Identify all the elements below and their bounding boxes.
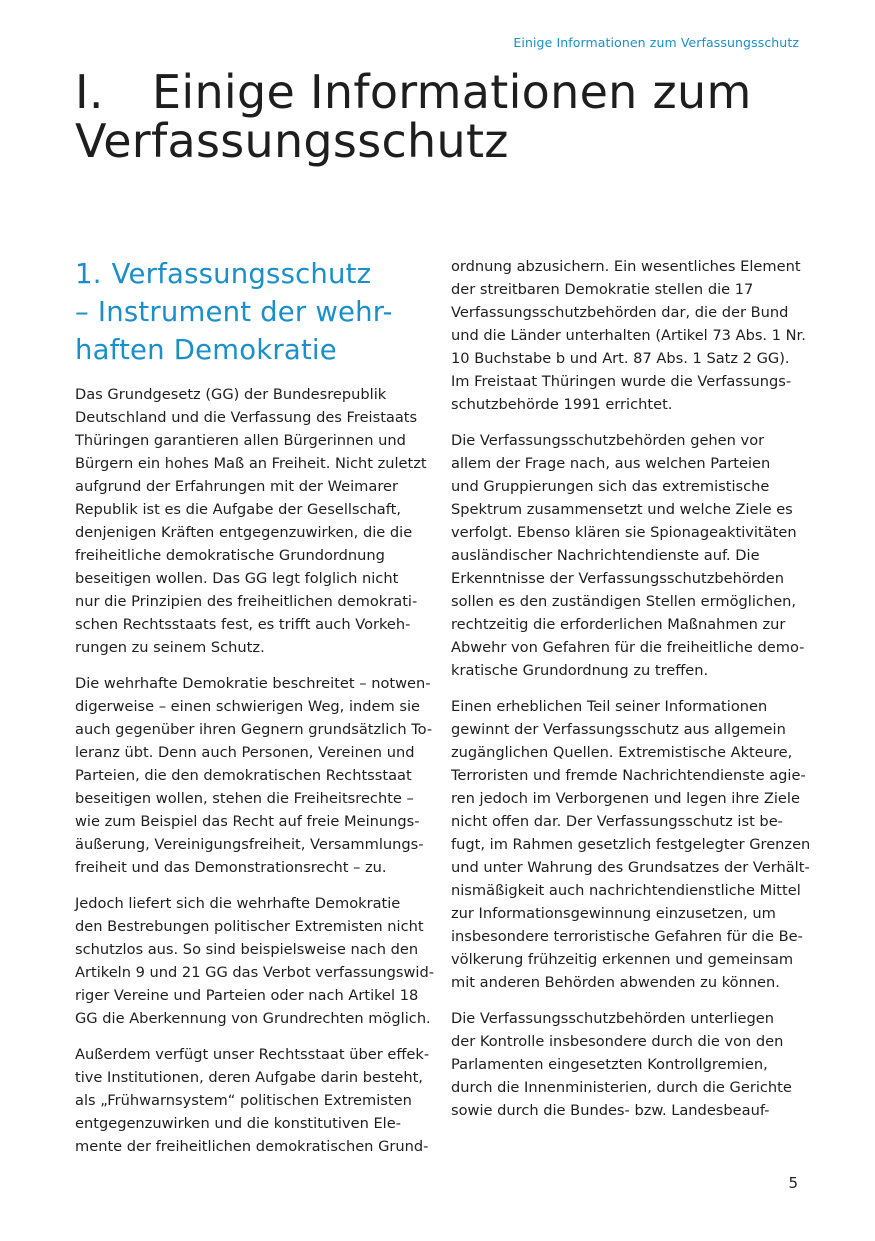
text-line: riger Vereine und Parteien oder nach Artikel 18 [75,987,419,1004]
text-line: nur die Prinzipien des freiheitlichen demokrati- [75,593,418,610]
text-line: Außerdem verfügt unser Rechtsstaat über effek- [75,1046,430,1063]
right-column-body [451,255,813,1122]
text-line: der Kontrolle insbesondere durch die von den [451,1033,784,1050]
text-line: nicht offen dar. Der Verfassungsschutz ist be- [451,813,783,830]
text-line: rechtzeitig die erforderlichen Maßnahmen zur [451,616,786,633]
text-line: fugt, im Rahmen gesetzlich festgelegter Grenzen [451,836,811,853]
text-line: Parlamenten eingesetzten Kontrollgremien, [451,1056,768,1073]
section-title-line-2: – Instrument der wehr- [75,296,393,328]
left-column-paragraph [75,1043,437,1158]
left-column-paragraph [75,672,437,879]
text-line: GG die Aberkennung von Grundrechten möglich. [75,1010,431,1027]
text-line: zugänglichen Quellen. Extremistische Akteure, [451,744,793,761]
right-column [451,255,813,1135]
text-line: zur Informationsgewinnung einzusetzen, um [451,905,776,922]
text-line: entgegenzuwirken und die konstitutiven Ele- [75,1115,401,1132]
text-line: nismäßigkeit auch nachrichtendienstliche Mittel [451,882,801,899]
chapter-title [75,65,815,168]
text-line: völkerung frühzeitig erkennen und gemeinsam [451,951,794,968]
right-column-paragraph [451,695,813,994]
text-line: gewinnt der Verfassungsschutz aus allgemein [451,721,786,738]
text-line: Terroristen und fremde Nachrichtendienste agie- [451,767,806,784]
text-line: digerweise – einen schwierigen Weg, indem sie [75,698,420,715]
section-title-line-1: Verfassungsschutz [111,258,372,290]
text-line: denjenigen Kräften entgegenzuwirken, die die [75,524,413,541]
text-line: Verfassungsschutzbehörden dar, die der Bund [451,304,789,321]
text-line: sowie durch die Bundes- bzw. Landesbeauf- [451,1102,770,1119]
text-line: schen Rechtsstaats fest, es trifft auch Vorkeh- [75,616,411,633]
text-line: und Gruppierungen sich das extremistische [451,478,770,495]
text-line: auch gegenüber ihren Gegnern grundsätzlich To- [75,721,433,738]
text-line: und die Länder unterhalten (Artikel 73 Abs. 1 Nr. [451,327,806,344]
running-header: Einige Informationen zum Verfassungsschutz [513,35,799,50]
left-column-paragraph [75,892,437,1030]
text-line: allem der Frage nach, aus welchen Parteien [451,455,771,472]
left-column [75,255,437,1171]
text-line: Spektrum zusammensetzt und welche Ziele es [451,501,793,518]
text-line: und unter Wahrung des Grundsatzes der Verhält- [451,859,810,876]
text-line: freiheitliche demokratische Grundordnung [75,547,385,564]
text-line: sollen es den zuständigen Stellen ermöglichen, [451,593,797,610]
right-column-paragraph [451,1007,813,1122]
text-line: Parteien, die den demokratischen Rechtsstaat [75,767,412,784]
section-title [75,255,437,369]
text-line: Deutschland und die Verfassung des Freistaats [75,409,418,426]
text-line: den Bestrebungen politischer Extremisten nicht [75,918,424,935]
text-line: beseitigen wollen. Das GG legt folglich nicht [75,570,399,587]
right-column-paragraph [451,255,813,416]
text-line: kratische Grundordnung zu treffen. [451,662,709,679]
text-line: Artikeln 9 und 21 GG das Verbot verfassungswid- [75,964,435,981]
text-line: schutzbehörde 1991 errichtet. [451,396,673,413]
page-number: 5 [788,1174,798,1192]
text-line: Die Verfassungsschutzbehörden gehen vor [451,432,765,449]
text-line: insbesondere terroristische Gefahren für die Be- [451,928,803,945]
chapter-title-line-1: Einige Informationen zum [152,65,752,119]
chapter-title-line-2: Verfassungsschutz [75,114,509,168]
text-line: Republik ist es die Aufgabe der Gesellschaft, [75,501,401,518]
text-line: durch die Innenministerien, durch die Gerichte [451,1079,792,1096]
section-number: 1. [75,258,102,290]
text-line: beseitigen wollen, stehen die Freiheitsrechte – [75,790,414,807]
text-line: rungen zu seinem Schutz. [75,639,265,656]
text-line: äußerung, Vereinigungsfreiheit, Versammlungs- [75,836,424,853]
text-line: ordnung abzusichern. Ein wesentliches Element [451,258,801,275]
text-line: schutzlos aus. So sind beispielsweise nach den [75,941,419,958]
section-title-line-3: haften Demokratie [75,334,337,366]
text-line: ren jedoch im Verborgenen und legen ihre Ziele [451,790,800,807]
text-line: tive Institutionen, deren Aufgabe darin besteht, [75,1069,423,1086]
text-line: Bürgern ein hohes Maß an Freiheit. Nicht zuletzt [75,455,427,472]
text-line: aufgrund der Erfahrungen mit der Weimarer [75,478,398,495]
text-line: freiheit und das Demonstrationsrecht – zu. [75,859,387,876]
text-line: Die Verfassungsschutzbehörden unterliegen [451,1010,774,1027]
left-column-paragraph [75,383,437,659]
chapter-number: I. [75,65,104,119]
text-line: Einen erheblichen Teil seiner Informationen [451,698,768,715]
left-column-body [75,383,437,1158]
text-line: der streitbaren Demokratie stellen die 17 [451,281,754,298]
text-line: Abwehr von Gefahren für die freiheitliche demo- [451,639,805,656]
text-line: Im Freistaat Thüringen wurde die Verfassungs- [451,373,792,390]
text-line: Das Grundgesetz (GG) der Bundesrepublik [75,386,387,403]
text-line: mit anderen Behörden abwenden zu können. [451,974,780,991]
right-column-paragraph [451,429,813,682]
text-line: als „Frühwarnsystem“ politischen Extremisten [75,1092,412,1109]
text-line: Erkenntnisse der Verfassungsschutzbehörden [451,570,785,587]
text-line: verfolgt. Ebenso klären sie Spionageaktivitäten [451,524,797,541]
text-line: 10 Buchstabe b und Art. 87 Abs. 1 Satz 2 GG). [451,350,790,367]
text-line: Die wehrhafte Demokratie beschreitet – notwen- [75,675,431,692]
text-line: wie zum Beispiel das Recht auf freie Meinungs- [75,813,420,830]
text-line: Thüringen garantieren allen Bürgerinnen und [75,432,406,449]
text-line: Jedoch liefert sich die wehrhafte Demokratie [75,895,401,912]
text-line: ausländischer Nachrichtendienste auf. Die [451,547,760,564]
text-line: mente der freiheitlichen demokratischen Grund- [75,1138,429,1155]
text-line: leranz übt. Denn auch Personen, Vereinen und [75,744,415,761]
